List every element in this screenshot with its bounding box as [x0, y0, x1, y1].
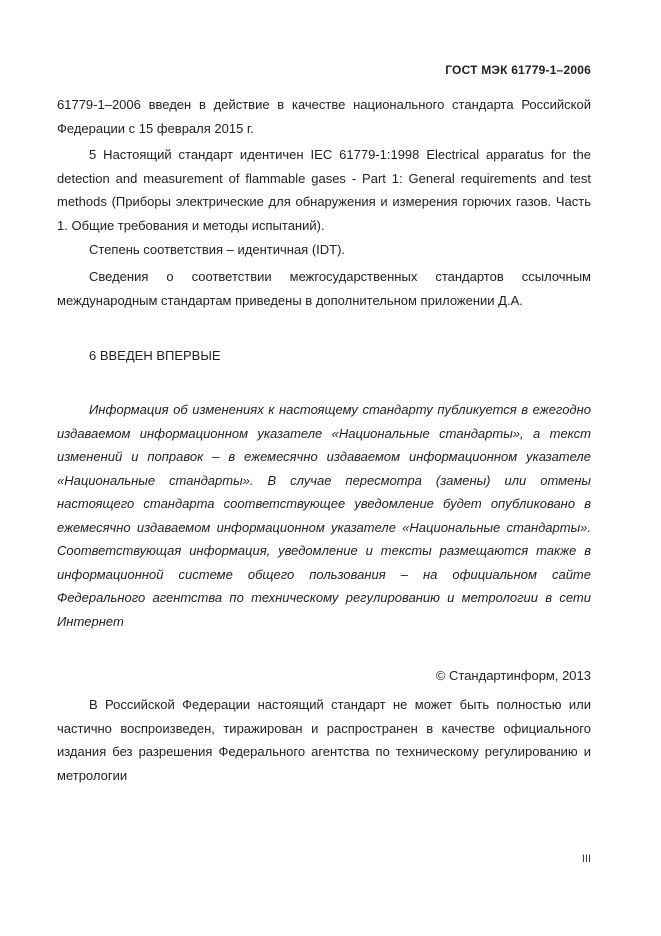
references-text: Сведения о соответствии межгосударственных стандартов ссылочным международным стандартам приведены в дополнительном приложении Д.А. — [57, 269, 591, 308]
reproduction-restriction-text: В Российской Федерации настоящий стандарт не может быть полностью или частично воспроизведен, тиражирован и распространен в качестве официального издания без разрешения Федерального агентства по техническому регулированию и метрологии — [57, 697, 591, 783]
identity-paragraph — [57, 143, 591, 237]
reproduction-restriction — [57, 693, 591, 787]
conformity-paragraph — [57, 238, 591, 262]
amendments-notice — [57, 398, 591, 633]
enactment-text: 61779-1–2006 введен в действие в качестве национального стандарта Российской Федерации с 15 февраля 2015 г. — [57, 97, 591, 136]
page-number: III — [581, 853, 591, 865]
copyright-line: © Стандартинформ, 2013 — [435, 668, 591, 683]
section-6-title: 6 ВВЕДЕН ВПЕРВЫЕ — [89, 348, 221, 363]
document-page — [57, 0, 591, 936]
enactment-paragraph — [57, 93, 591, 140]
page-header-standard-code: ГОСТ МЭК 61779-1–2006 — [445, 63, 591, 77]
amendments-notice-text: Информация об изменениях к настоящему стандарту публикуется в ежегодно издаваемом информационном указателе «Национальные стандарты», а текст изменений и поправок – в ежемесячно издаваемом информационном указателе «Национальные стандарты». В случае пересмотра (замены) или отмены настоящего стандарта соответствующее уведомление будет опубликовано в ежемесячно издаваемом информационном указателе «Национальные стандарты». Соответствующая информация, уведомление и тексты размещаются также в информационной системе общего пользования – на официальном сайте Федерального агентства по техническому регулированию и метрологии в сети Интернет — [57, 402, 591, 629]
references-paragraph — [57, 265, 591, 312]
identity-text: 5 Настоящий стандарт идентичен IEC 61779-1:1998 Electrical apparatus for the detection and measurement of flammable gases - Part 1: General requirements and test methods (Приборы электрические для обнаружения и измерения горючих газов. Часть 1. Общие требования и методы испытаний). — [57, 147, 591, 233]
conformity-text: Степень соответствия – идентичная (IDT). — [89, 242, 346, 257]
